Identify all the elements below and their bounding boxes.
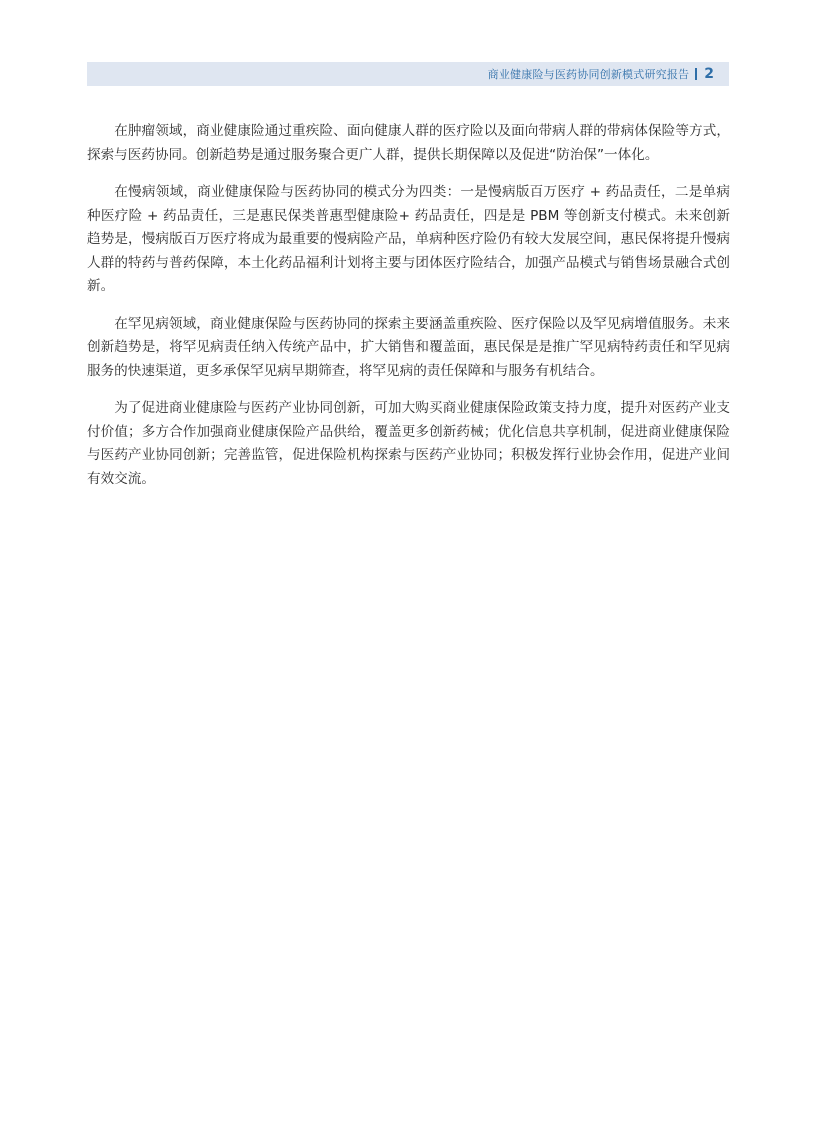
body-text [87,120,730,505]
paragraph-chronic-disease: 在慢病领域，商业健康保险与医药协同的模式分为四类：一是慢病版百万医疗 + 药品责任，二是单病种医疗险 + 药品责任，三是惠民保类普惠型健康险+ 药品责任，四是是 PBM 等创新支付模式。未来创新趋势是，慢病版百万医疗将成为最重要的慢病险产品，单病种医疗险仍有较大发展空间，惠民保将提升慢病人群的特药与普药保障，本土化药品福利计划将主要与团体医疗险结合，加强产品模式与销售场景融合式创新。 [87,184,730,294]
report-title: 商业健康险与医药协同创新模式研究报告 [487,68,690,81]
page-number: 2 [704,66,714,82]
paragraph-rare-disease: 在罕见病领域，商业健康保险与医药协同的探索主要涵盖重疾险、医疗保险以及罕见病增值服务。未来创新趋势是，将罕见病责任纳入传统产品中，扩大销售和覆盖面，惠民保是是推广罕见病特药责任和罕见病服务的快速渠道，更多承保罕见病早期筛查，将罕见病的责任保障和与服务有机结合。 [87,315,730,379]
paragraph-oncology: 在肿瘤领域，商业健康险通过重疾险、面向健康人群的医疗险以及面向带病人群的带病体保险等方式，探索与医药协同。创新趋势是通过服务聚合更广人群，提供长期保障以及促进“防治保”一体化。 [87,123,730,163]
running-header [87,62,729,86]
paragraph-recommendations: 为了促进商业健康险与医药产业协同创新，可加大购买商业健康保险政策支持力度，提升对医药产业支付价值；多方合作加强商业健康保险产品供给，覆盖更多创新药械；优化信息共享机制，促进商业健康保险与医药产业协同创新；完善监管，促进保险机构探索与医药产业协同；积极发挥行业协会作用，促进产业间有效交流。 [87,400,730,487]
header-divider [695,68,697,80]
